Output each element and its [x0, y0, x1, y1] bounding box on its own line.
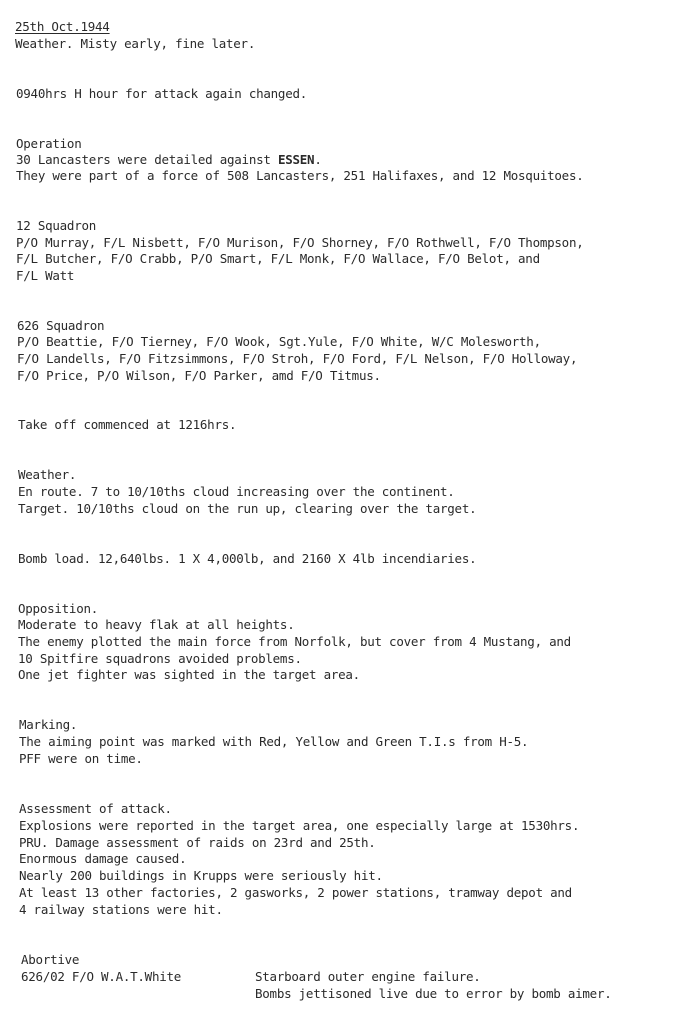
weather-line: Target. 10/10ths cloud on the run up, clearing over the target. [18, 501, 477, 516]
operation-target: ESSEN [277, 152, 315, 167]
squadron-12-crew-line: F/L Butcher, F/O Crabb, P/O Smart, F/L Monk, F/O Wallace, F/O Belot, and [16, 251, 540, 266]
opposition-line: 10 Spitfire squadrons avoided problems. [18, 651, 302, 666]
squadron-12-crew-line: F/L Watt [16, 268, 75, 283]
bomb-load-line: Bomb load. 12,640lbs. 1 X 4,000lb, and 2160 X 4lb incendiaries. [18, 551, 477, 566]
marking-line: The aiming point was marked with Red, Yellow and Green T.I.s from H-5. [19, 734, 529, 749]
marking-line: PFF were on time. [19, 751, 143, 766]
operation-detail [16, 152, 322, 168]
operation-force: They were part of a force of 508 Lancasters, 251 Halifaxes, and 12 Mosquitoes. [16, 168, 584, 183]
assessment-line: Nearly 200 buildings in Krupps were seriously hit. [19, 868, 383, 883]
assessment-heading: Assessment of attack. [19, 801, 172, 816]
abortive-reason: Bombs jettisoned live due to error by bomb aimer. [255, 986, 612, 1001]
abortive-aircraft: 626/02 F/O W.A.T.White [21, 969, 182, 984]
assessment-line: Explosions were reported in the target area, one especially large at 1530hrs. [19, 818, 580, 833]
abortive-heading: Abortive [21, 952, 80, 967]
marking-heading: Marking. [19, 717, 78, 732]
assessment-line: 4 railway stations were hit. [19, 902, 223, 917]
operation-heading: Operation [16, 136, 82, 151]
abortive-reason: Starboard outer engine failure. [255, 969, 481, 984]
operation-detail-suffix: . [314, 152, 322, 167]
squadron-626-crew-line: F/O Landells, F/O Fitzsimmons, F/O Stroh, F/O Ford, F/L Nelson, F/O Holloway, [17, 351, 578, 366]
operation-detail-prefix: 30 Lancasters were detailed against [16, 152, 278, 167]
opposition-heading: Opposition. [18, 601, 99, 616]
assessment-line: At least 13 other factories, 2 gasworks, 2 power stations, tramway depot and [19, 885, 572, 900]
h-hour-note: 0940hrs H hour for attack again changed. [16, 86, 308, 101]
squadron-12-crew-line: P/O Murray, F/L Nisbett, F/O Murison, F/O Shorney, F/O Rothwell, F/O Thompson, [16, 235, 584, 250]
opposition-line: One jet fighter was sighted in the target area. [18, 667, 360, 682]
weather-heading: Weather. [18, 467, 77, 482]
squadron-12-heading: 12 Squadron [16, 218, 97, 233]
squadron-626-crew-line: P/O Beattie, F/O Tierney, F/O Wook, Sgt.Yule, F/O White, W/C Molesworth, [17, 334, 541, 349]
opposition-line: The enemy plotted the main force from Norfolk, but cover from 4 Mustang, and [18, 634, 571, 649]
squadron-626-heading: 626 Squadron [17, 318, 105, 333]
weather-summary: Weather. Misty early, fine later. [15, 36, 256, 51]
assessment-line: PRU. Damage assessment of raids on 23rd and 25th. [19, 835, 376, 850]
opposition-line: Moderate to heavy flak at all heights. [18, 617, 295, 632]
assessment-line: Enormous damage caused. [19, 851, 187, 866]
squadron-626-crew-line: F/O Price, P/O Wilson, F/O Parker, amd F/O Titmus. [17, 368, 381, 383]
take-off-line: Take off commenced at 1216hrs. [18, 417, 237, 432]
date-heading: 25th Oct.1944 [15, 19, 110, 34]
weather-line: En route. 7 to 10/10ths cloud increasing over the continent. [18, 484, 455, 499]
